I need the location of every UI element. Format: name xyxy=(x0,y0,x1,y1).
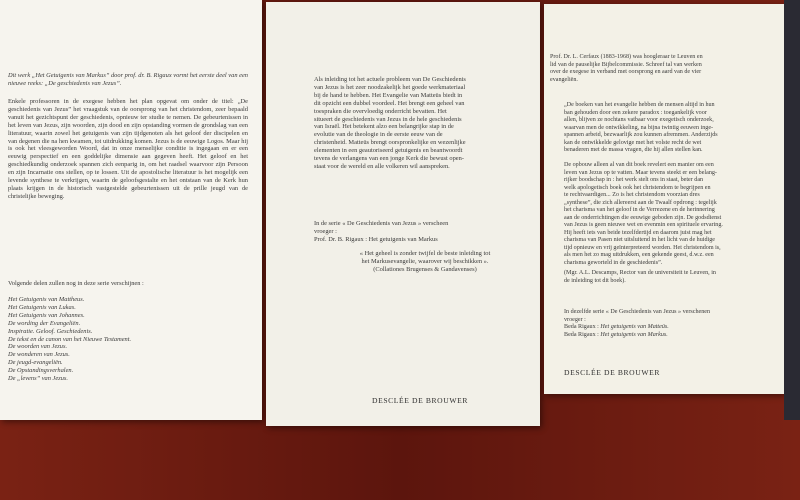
text-line: „De boeken van het evangelie hebben de mensen altijd in hun xyxy=(564,102,715,108)
list-item: De tekst en de canon van het Nieuwe Testament. xyxy=(8,335,132,343)
text-line: toespraken die overvloedig onderricht bevatten. Het xyxy=(314,107,447,115)
text-line: te rechtvaardigen... Zo is het christendom voorzian dres xyxy=(564,192,700,198)
list-item: De jeugd-evangeliën. xyxy=(8,359,63,367)
dark-edge xyxy=(784,0,800,420)
series-line: In de serie « De Geschiedenis van Jezus » verscheen xyxy=(314,220,449,227)
text-line: evangeliën. xyxy=(550,76,578,83)
middle-series-note xyxy=(314,220,536,244)
series-item xyxy=(564,324,780,332)
quote-line: het Markusevangelie, waarover wij beschikken ». xyxy=(361,257,489,265)
text-line: welk apologetisch boek ook het christendom te begrijpen en xyxy=(564,184,711,191)
right-quote-p1 xyxy=(564,102,780,155)
text-line: situeert de geschiedenis van Jezus in de hele geschiedenis xyxy=(314,115,462,123)
text-line: allen, blijven ze nochtans vatbaar voor exegetisch onderzoek, xyxy=(564,117,714,123)
right-attribution xyxy=(564,270,780,285)
back-cover-right xyxy=(544,4,784,394)
text-line: De opbouw alleen al van dit boek revelert een manier om een xyxy=(564,162,714,168)
list-item: De wording der Evangeliën. xyxy=(8,319,81,327)
text-line: staat voor de wereld en alle volkeren wil aanspreken. xyxy=(314,162,450,170)
text-line: rijker boodschap in : het werk stelt ons in staat, beter dan xyxy=(564,177,704,183)
text-line: charisma geworteld in de geschiedenis”. xyxy=(564,259,663,266)
list-item: De woorden van Jezus. xyxy=(8,343,68,351)
text-line: kan de ontwikkelde gelovige met het volste recht de wet xyxy=(564,139,702,146)
text-line: van Jezus is geen nieuwe wet en evenmin een spirituele ervaring. xyxy=(564,222,723,228)
list-item: Het Getuigenis van Johannes. xyxy=(8,311,85,319)
series-line: Prof. Dr. B. Rigaux : Het getuigenis van Markus xyxy=(314,235,438,243)
text-line: ban gehouden door een zekere paradox : toegankelijk voor xyxy=(564,109,707,116)
series-line: vroeger : xyxy=(564,316,586,323)
text-line: benaderen met de massa vragen, die hij allen stellen kan. xyxy=(564,147,703,153)
text-line: het charisma van het geloof in de Verrezene en de herinnering xyxy=(564,207,715,213)
text-line: spannen arbeid, bezwaarlijk zou kunnen afremmen. Anderzijds xyxy=(564,132,718,138)
back-cover-left xyxy=(0,0,262,420)
text-line: elementen in een geautoriseerd getuigenis en beantwoordt xyxy=(314,147,463,155)
publisher-imprint: DESCLÉE DE BROUWER xyxy=(564,368,661,377)
left-intro: Dit werk „Het Getuigenis van Markus” door prof. dr. B. Rigaux vormt het eerste deel van een nieuwe reeks: „De geschiedenis van Jezus”. xyxy=(8,72,248,87)
text-line: de inleiding tot dit boek). xyxy=(564,277,626,284)
text-line: christenheid. Matteüs brengt oorspronkelijke en wezenlijke xyxy=(314,139,466,147)
list-item: De wonderen van Jezus. xyxy=(8,351,70,359)
text-line: evolutie van de theologie in de eerste eeuw van de xyxy=(314,131,443,139)
text-line: bij de hand te hebben. Het Evangelie van Matteüs biedt in xyxy=(314,91,463,99)
text-line: „synthese”, die zich allereerst aan de Twaalf opdrong : tegelijk xyxy=(564,199,717,206)
right-author-bio xyxy=(550,54,780,84)
series-author: Beda Rigaux : xyxy=(564,331,599,338)
left-body: Enkele professoren in de exegese hebben het plan opgevat om onder de titel: „De geschiedenis van Jezus” het vraagstuk van de oorsprong van het christendom, zeer bepaald vanuit het gezichtspunt der geschiedenis, opnieuw ter studie te nemen. De gebeurtenissen in het leven van Jezus, zijn woorden, zijn dood en zijn opstanding vormen de grondslag van een literatuur, waarin zowel het getuigenis van zijn tijdgenoten als het geloof der discipelen en van degenen die na hen kwamen, tot uitdrukking komen. Jezus is de eeuwige Logos. Maar hij is ook het vleesgeworden Woord, dat in onze menselijke conditie is ingegaan en er een eeuwig perspectief en een goddelijke dimensie aan gegeven heeft. Het geloof en het geschiedkundig onderzoek spannen zich eenparig in, om het raadsel waarvoor zijn Persoon en zijn Incarnatie ons stellen, op te lossen. Uit de apostolische literatuur is het mogelijk een levende synthese te verkrijgen, waarin de geloofsgestalte en het ontstaan van de Kerk hun plaats krijgen in de historisch vastgestelde gebeurtenissen uit de prille jeugd van de christelijke beweging. xyxy=(8,98,248,200)
series-title: Het getuigenis van Markus. xyxy=(600,331,668,338)
series-line: vroeger : xyxy=(314,227,337,235)
text-line: van Israël. Het betekent alzo een belangrijke stap in de xyxy=(314,123,454,131)
left-series-list xyxy=(8,296,248,383)
back-cover-middle xyxy=(266,2,540,426)
text-line: over de exegese in verband met oorsprong en aard van de vier xyxy=(550,69,702,75)
text-line: van Jezus is het zeer noodzakelijk het goede werkmateriaal xyxy=(314,83,466,91)
list-item: De „levens” van Jezus. xyxy=(8,375,68,383)
left-list-heading: Volgende delen zullen nog in deze serie verschijnen : xyxy=(8,280,144,287)
quote-source: (Collationes Brugenses & Gandavenses) xyxy=(373,265,477,273)
text-line: dit opzicht een dubbel voordeel. Het brengt een geheel van xyxy=(314,99,465,107)
list-item: Het Getuigenis van Lukas. xyxy=(8,303,76,311)
text-line: leven van Jezus op te vatten. Maar tevens steekt er een belang- xyxy=(564,169,717,176)
list-item: Het Getuigenis van Mattheus. xyxy=(8,296,85,303)
text-line: lid van de pauselijke Bijbelcommissie. Schreef tal van werken xyxy=(550,61,702,68)
list-item: De Opstandingsverhalen. xyxy=(8,367,74,375)
publisher-imprint: DESCLÉE DE BROUWER xyxy=(372,396,469,405)
series-item xyxy=(564,332,780,340)
text-line: tevens de verlangens van een jonge Kerk die bewust open- xyxy=(314,155,464,163)
text-line: aan de onderrichtingen die eeuwige geboden zijn. De godsdienst xyxy=(564,214,722,221)
quote-line: « Het geheel is zonder twijfel de beste inleiding tot xyxy=(359,250,491,257)
series-title: Het getuigenis van Matteüs. xyxy=(600,324,669,330)
text-line: waarvan men de ontwikkeling, na bijna twintig eeuwen inge- xyxy=(564,124,714,131)
text-line: tijd opnieuw en vrij geïnterpreteerd worden. Het christendom is, xyxy=(564,244,721,251)
right-quote-p2 xyxy=(564,162,780,267)
middle-quote xyxy=(314,250,536,274)
right-series-note xyxy=(564,309,780,339)
text-line: als men het zo mag uitdrukken, een gekende geest, d.w.z. een xyxy=(564,252,714,258)
list-item: Inspiratie. Geloof. Geschiedenis. xyxy=(8,327,93,335)
text-line: charisma van Pasen niet uitsluitend in het licht van de huidige xyxy=(564,237,715,243)
text-line: Hij heeft iets van beide tezelfdertijd en daarom juist mag het xyxy=(564,229,712,236)
text-line: Prof. Dr. L. Cerfaux (1883-1968) was hoogleraar te Leuven en xyxy=(550,54,703,60)
series-author: Beda Rigaux : xyxy=(564,324,599,330)
middle-body xyxy=(314,76,536,171)
series-line: In dezelfde serie « De Geschiedenis van Jezus » verschenen xyxy=(564,309,711,315)
text-line: (Mgr. A.L. Descamps, Rector van de universiteit te Leuven, in xyxy=(564,270,716,276)
text-line: Als inleiding tot het actuele probleem van De Geschiedenis xyxy=(314,76,466,83)
